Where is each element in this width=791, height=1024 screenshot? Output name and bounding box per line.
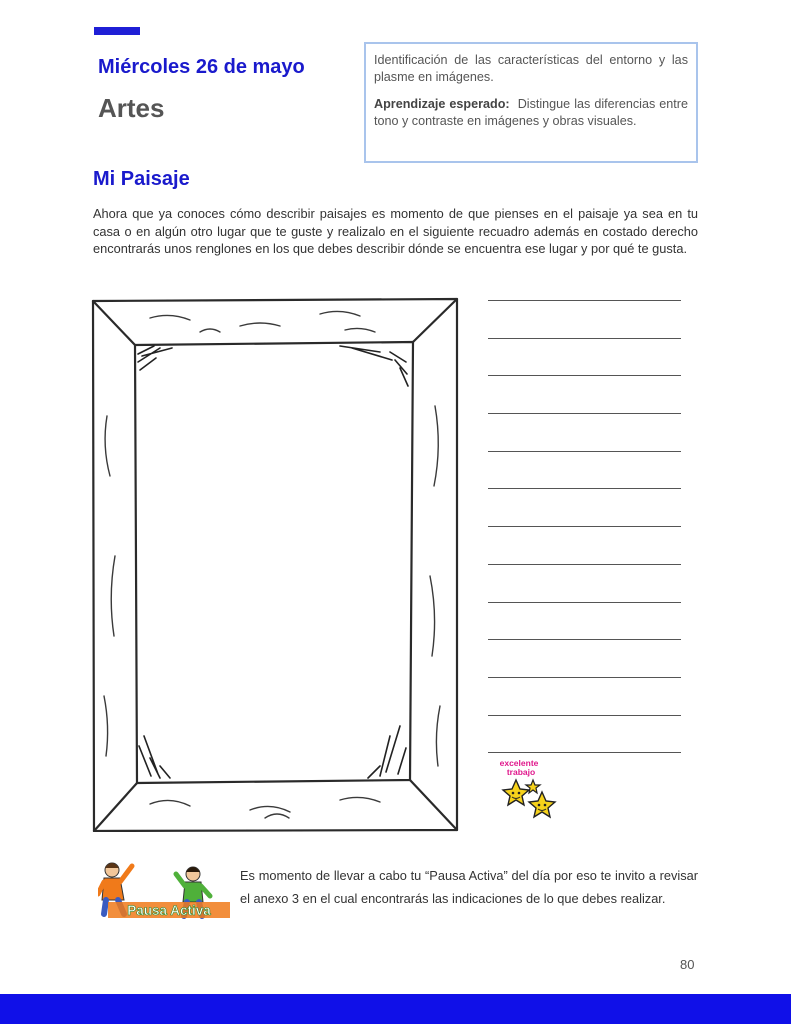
wooden-frame-icon	[90, 296, 460, 832]
expected-learning	[374, 96, 688, 130]
pausa-activa-paragraph: Es momento de llevar a cabo tu “Pausa Activa” del día por eso te invito a revisar el anexo 3 en el cual encontrarás las indicaciones de lo que debes realizar.	[240, 868, 698, 906]
pausa-activa-logo-text: Pausa Activa	[127, 903, 211, 918]
kids-exercising-icon	[98, 860, 232, 920]
writing-line	[488, 564, 681, 565]
writing-line	[488, 338, 681, 339]
lesson-date: Miércoles 26 de mayo	[98, 56, 305, 78]
writing-line	[488, 375, 681, 376]
sticker-text-line1: excelente	[499, 758, 539, 768]
section-title: Mi Paisaje	[93, 168, 190, 190]
expected-learning-text: Distingue las diferencias entre tono y contraste en imágenes y obras visuales.	[374, 97, 688, 128]
writing-line	[488, 526, 681, 527]
sticker-text-line2: trabajo	[506, 767, 536, 777]
writing-line	[488, 300, 681, 301]
writing-line	[488, 413, 681, 414]
intro-paragraph: Ahora que ya conoces cómo describir paisajes es momento de que pienses en el paisaje ya sea en tu casa o en algún otro lugar que te guste y realizalo en el siguiente recuadro además en costado derecho encontrarás unos renglones en los que debes describir dónde se encuentra ese lugar y por qué te gusta.	[93, 206, 698, 256]
wooden-frame-drawing-area	[90, 296, 460, 837]
writing-line	[488, 752, 681, 753]
writing-line	[488, 715, 681, 716]
learning-info-box	[364, 42, 698, 163]
subject-title: Artes	[98, 93, 165, 123]
top-accent-bar	[94, 27, 140, 35]
pausa-activa-logo	[98, 860, 232, 925]
expected-learning-label: Aprendizaje esperado:	[374, 97, 510, 111]
stars-icon	[498, 756, 560, 822]
writing-line	[488, 488, 681, 489]
info-text: Identificación de las características del entorno y las plasme en imágenes.	[374, 53, 688, 84]
writing-line	[488, 602, 681, 603]
writing-line	[488, 677, 681, 678]
excellent-work-sticker	[498, 756, 560, 827]
page-number: 80	[680, 957, 695, 972]
bottom-blue-bar	[0, 994, 791, 1024]
writing-lines	[488, 300, 681, 790]
writing-line	[488, 639, 681, 640]
writing-line	[488, 451, 681, 452]
